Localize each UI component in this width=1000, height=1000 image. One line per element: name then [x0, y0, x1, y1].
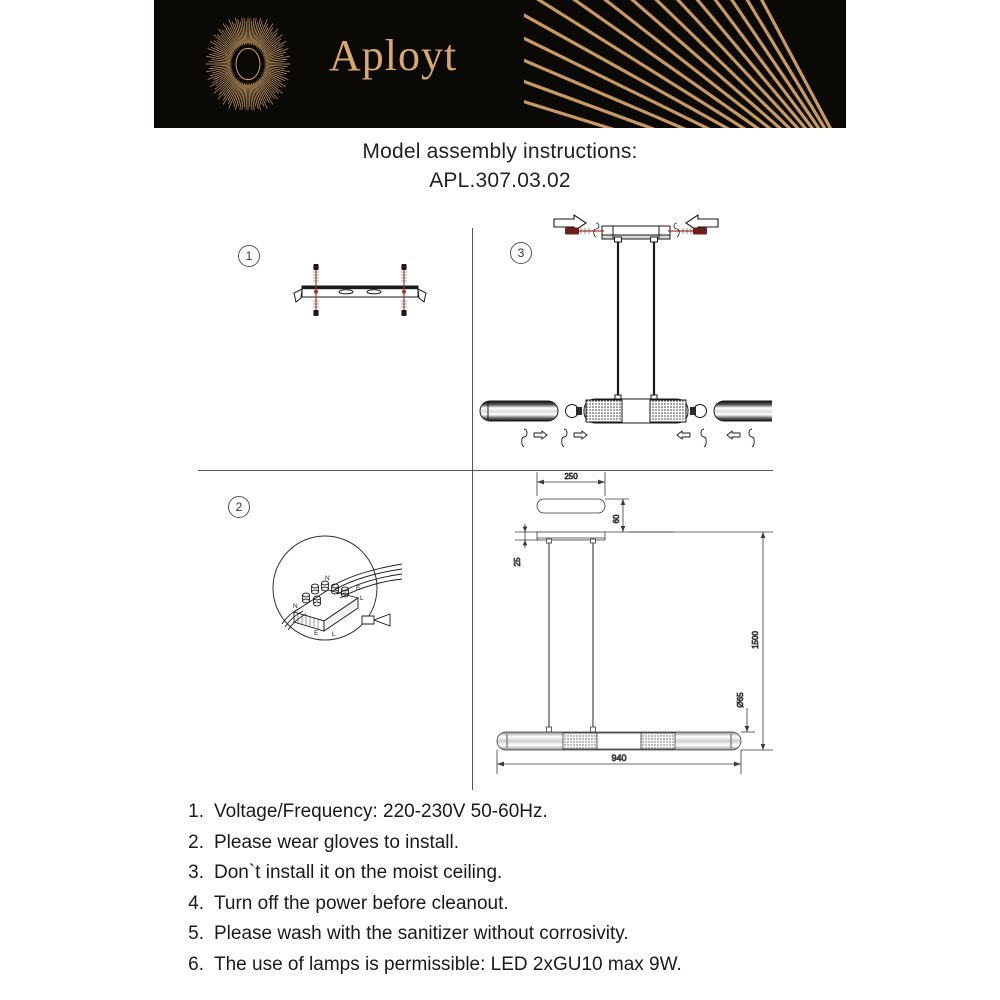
list-item-text: Please wash with the sanitizer without corrosivity. — [214, 923, 629, 945]
glass-tube-right — [714, 401, 772, 421]
instruction-list — [170, 798, 870, 981]
list-item-text: Don`t install it on the moist ceiling. — [214, 862, 503, 884]
dim-label-plate-height: 25 — [513, 557, 522, 567]
list-item — [170, 859, 870, 887]
list-item-number: 2. — [188, 831, 204, 853]
list-item-text: Please wear gloves to install. — [214, 831, 460, 853]
list-item-number: 4. — [188, 892, 204, 914]
page-title — [0, 140, 1000, 193]
title-line-sku: APL.307.03.02 — [429, 169, 571, 192]
list-item-text: Turn off the power before cleanout. — [214, 892, 509, 914]
glass-tube-left — [480, 401, 558, 421]
title-line-model: Model assembly instructions: — [362, 140, 638, 163]
mounting-bracket-diagram — [290, 258, 430, 328]
bulb-icon-left — [566, 405, 583, 418]
ray-fan-icon — [524, 0, 846, 128]
wire-label-n-top: N — [325, 575, 330, 582]
dim-plate-height — [515, 524, 539, 548]
step-badge-1: 1 — [238, 245, 260, 267]
lamp-assembly-diagram — [472, 205, 772, 455]
wire-label-l-bottom: L — [332, 631, 336, 638]
dim-label-total-drop: 1500 — [751, 631, 760, 649]
dim-label-canopy-height: 60 — [612, 514, 621, 524]
list-item — [170, 798, 870, 826]
brand-wordmark: Aployt — [329, 31, 458, 80]
wire-label-e-top: E — [356, 585, 361, 592]
dim-label-body-diameter: Ø65 — [736, 692, 745, 708]
wiring-terminal-diagram — [262, 528, 402, 648]
list-item — [170, 890, 870, 918]
wire-label-e-bottom: E — [314, 630, 319, 637]
sunburst-icon — [202, 18, 294, 110]
dim-label-body-length: 940 — [611, 753, 627, 763]
brand-header — [154, 0, 846, 128]
list-item-number: 1. — [188, 801, 204, 822]
wire-label-l-top: L — [360, 595, 364, 602]
list-item-number: 5. — [188, 923, 204, 945]
lamp-body-front-view — [497, 732, 741, 750]
step-badge-3: 3 — [510, 242, 532, 264]
wire-label-n-bottom: N — [293, 603, 298, 610]
list-item-number: 6. — [188, 953, 204, 975]
bulb-icon-right — [690, 405, 707, 418]
canopy-top-view — [537, 499, 605, 513]
list-item-text: Voltage/Frequency: 220-230V 50-60Hz. — [214, 801, 548, 822]
list-item-number: 3. — [188, 862, 204, 884]
dimension-drawing — [495, 462, 795, 787]
dim-label-canopy-width: 250 — [564, 472, 578, 481]
list-item — [170, 920, 870, 948]
list-item-text: The use of lamps is permissible: LED 2xGU10 max 9W. — [214, 953, 682, 975]
step-badge-2: 2 — [228, 496, 250, 518]
dim-body-diameter — [741, 708, 755, 732]
list-item — [170, 829, 870, 857]
list-item — [170, 951, 870, 979]
